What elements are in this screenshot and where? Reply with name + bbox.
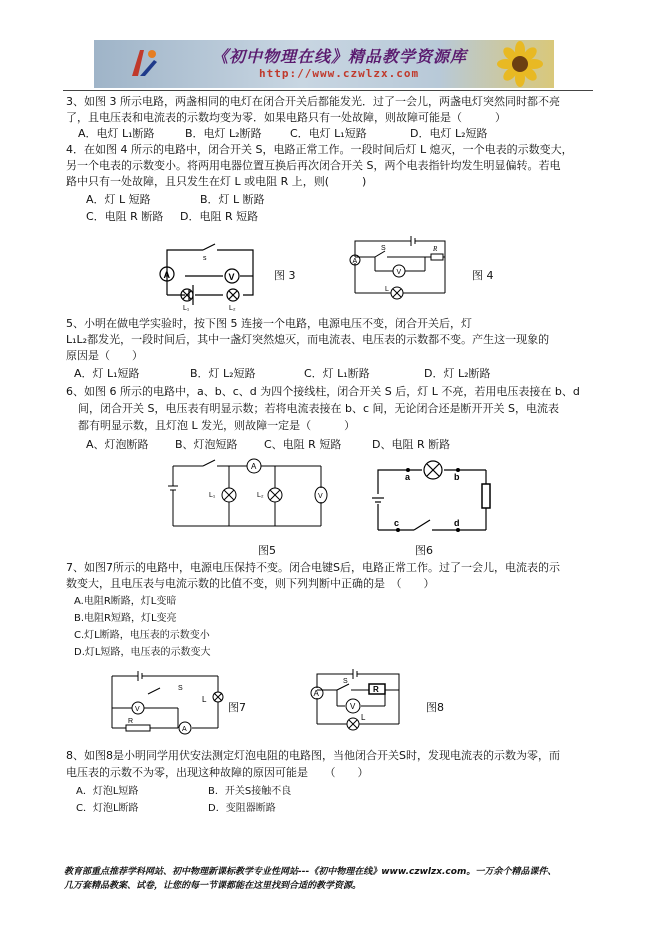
q3-option-b: B．电灯 L₂断路: [185, 127, 262, 140]
fig7-resistor-label: R: [128, 718, 134, 725]
q4-option-b: B．灯 L 断路: [200, 193, 265, 206]
figure-3-circuit: [155, 240, 270, 312]
fig7-ammeter-label: A: [182, 726, 187, 733]
q6-line-2: 间，闭合开关 S，电压表有明显示数；若将电流表接在 b、c 间，无论闭合还是断开开关 S，电流表: [78, 402, 559, 415]
fig4-resistor-label: R: [433, 245, 438, 253]
q3-line-2: 了，且电压表和电流表的示数均变为零．如果电路只有一处故障，则故障可能是（ ）: [66, 111, 506, 124]
fig3-l1-label: L₁: [183, 305, 190, 312]
fig5-voltmeter-label: V: [318, 493, 323, 500]
q3-option-c: C．电灯 L₁短路: [290, 127, 367, 140]
q8-line-1: 8、如图8是小明同学用伏安法测定灯泡电阻的电路图，当他闭合开关S时，发现电流表的示数为零，而: [66, 749, 560, 762]
q5-option-b: B．灯 L₂短路: [190, 367, 256, 380]
q3-option-a: A．电灯 L₁断路: [78, 127, 155, 140]
figure-6-caption: 图6: [415, 544, 433, 557]
fig5-l2-label: L₂: [257, 492, 264, 499]
q8-option-c: C．灯泡L断路: [76, 803, 139, 814]
q4-option-c: C．电阻 R 断路: [86, 210, 164, 223]
q5-line-1: 5、小明在做电学实验时，按下图 5 连接一个电路，电源电压不变，闭合开关后，灯: [66, 317, 472, 330]
q7-option-c: C.灯L断路，电压表的示数变小: [74, 630, 210, 641]
figure-4-circuit: [345, 235, 460, 307]
fig3-ammeter-label: A: [163, 270, 170, 280]
fig5-l1-label: L₁: [209, 492, 216, 499]
page-footer: [64, 865, 556, 893]
q7-option-a: A.电阻R断路，灯L变暗: [74, 596, 177, 607]
q8-option-b: B．开关S接触不良: [208, 786, 292, 797]
q5-option-a: A．灯 L₁短路: [74, 367, 140, 380]
q4-line-1: 4．在如图 4 所示的电路中，闭合开关 S，电路正常工作。一段时间后灯 L 熄灭，一个电表的示数变大，: [66, 143, 573, 156]
fig3-l2-label: L₂: [229, 305, 236, 312]
fig4-lamp-label: L: [385, 286, 389, 293]
q7-option-d: D.灯L短路，电压表的示数变大: [74, 647, 211, 658]
q7-line-2: 数变大，且电压表与电流示数的比值不变，则下列判断中正确的是 （ ）: [66, 577, 435, 590]
fig6-terminal-a: a: [405, 472, 411, 482]
fig3-switch-label: s: [203, 255, 207, 262]
q8-option-a: A．灯泡L短路: [76, 786, 139, 797]
q6-option-a: A、灯泡断路: [86, 438, 149, 451]
fig8-voltmeter-label: V: [350, 702, 356, 711]
sunflower-icon: [490, 40, 548, 88]
q3-line-1: 3、如图 3 所示电路，两盏相同的电灯在闭合开关后都能发光．过了一会儿，两盏电灯突然同时都不亮: [66, 95, 560, 108]
fig6-terminal-c: c: [394, 518, 400, 528]
footer-line-1: 教育部重点推荐学科网站、初中物理新课标教学专业性网站---《初中物理在线》www.czwlzx.com。一万余个精品课件、: [64, 867, 557, 877]
q6-option-d: D、电阻 R 断路: [372, 438, 451, 451]
figure-8-caption: 图8: [426, 701, 444, 714]
header-banner: [94, 40, 554, 88]
fig7-switch-label: S: [178, 685, 183, 692]
q6-line-1: 6、如图 6 所示的电路中，a、b、c、d 为四个接线柱，闭合开关 S 后，灯 L 不亮，若用电压表接在 b、d: [66, 385, 580, 398]
fig7-lamp-label: L: [202, 695, 207, 704]
footer-line-2: 几万套精品教案、试卷，让您的每一节课都能在这里找到合适的教学资源。: [64, 881, 362, 891]
figure-6-circuit: [368, 456, 496, 538]
fig8-switch-label: S: [343, 678, 348, 685]
fig7-voltmeter-label: V: [135, 706, 140, 713]
q6-line-3: 都有明显示数，且灯泡 L 发光，则故障一定是（ ）: [78, 419, 356, 432]
q5-option-d: D．灯 L₂断路: [424, 367, 491, 380]
figure-3-caption: 图 3: [274, 269, 296, 282]
q8-line-2: 电压表的示数不为零，出现这种故障的原因可能是 （ ）: [66, 766, 369, 779]
fig4-switch-label: S: [381, 245, 386, 252]
q3-option-d: D．电灯 L₂短路: [410, 127, 488, 140]
banner-url[interactable]: http://www.czwlzx.com: [259, 67, 420, 80]
fig6-terminal-b: b: [454, 472, 460, 482]
fig4-ammeter-label: A: [352, 258, 358, 265]
fig3-voltmeter-label: V: [228, 272, 235, 282]
figure-8-circuit: [303, 668, 408, 738]
figure-5-circuit: [165, 456, 335, 532]
fig5-ammeter-label: A: [251, 462, 257, 471]
site-logo-icon: [126, 46, 162, 82]
figure-7-caption: 图7: [228, 701, 246, 714]
q5-line-2: L₁L₂都发光，一段时间后，其中一盏灯突然熄灭，而电流表、电压表的示数都不变。产生这一现象的: [66, 333, 550, 346]
q7-line-1: 7、如图7所示的电路中，电源电压保持不变。闭合电键S后，电路正常工作。过了一会儿，电流表的示: [66, 561, 560, 574]
fig4-voltmeter-label: V: [396, 269, 402, 276]
fig8-resistor-label: R: [373, 685, 379, 694]
q7-option-b: B.电阻R短路，灯L变亮: [74, 613, 177, 624]
figure-5-caption: 图5: [258, 544, 276, 557]
q5-option-c: C．灯 L₁断路: [304, 367, 370, 380]
banner-title: 《初中物理在线》精品教学资源库: [212, 47, 468, 66]
q8-option-d: D．变阻器断路: [208, 803, 276, 814]
header-divider: [63, 90, 593, 91]
figure-4-caption: 图 4: [472, 269, 494, 282]
q5-line-3: 原因是（ ）: [66, 349, 143, 362]
figure-7-circuit: [108, 668, 228, 738]
q6-option-b: B、灯泡短路: [175, 438, 238, 451]
fig6-terminal-d: d: [454, 518, 460, 528]
q4-line-3: 路中只有一处故障，且只发生在灯 L 或电阻 R 上，则( ): [66, 175, 367, 188]
q4-option-a: A．灯 L 短路: [86, 193, 151, 206]
fig8-ammeter-label: A: [313, 689, 319, 698]
q6-option-c: C、电阻 R 短路: [264, 438, 342, 451]
q4-line-2: 另一个电表的示数变小。将两用电器位置互换后再次闭合开关 S，两个电表指针均发生明显偏转。若电: [66, 159, 561, 172]
fig8-lamp-label: L: [361, 713, 366, 722]
q4-option-d: D．电阻 R 短路: [180, 210, 259, 223]
